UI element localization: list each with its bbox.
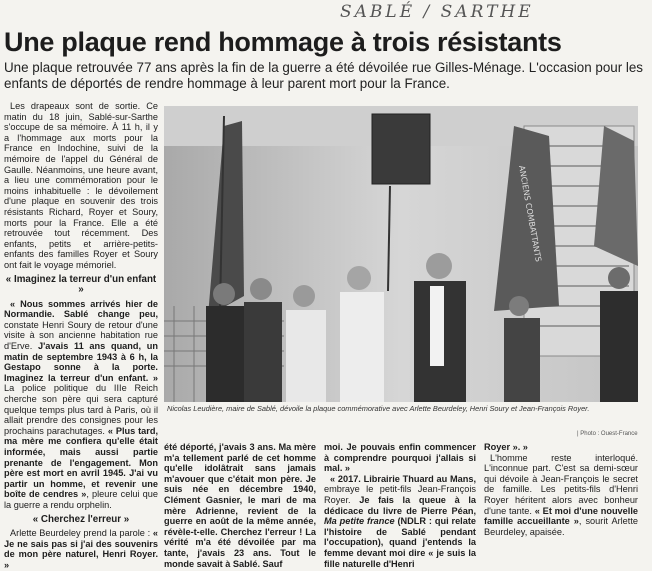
paragraph-arlette <box>4 528 158 570</box>
text-embraye: embraye le petit-fils Jean-François Royer. <box>324 484 476 505</box>
text-sourit: , sourit Arlette Beurdeley, apaisée. <box>484 516 638 537</box>
book-title: Ma petite france <box>324 516 395 527</box>
paragraph-soury <box>4 299 158 511</box>
headline: Une plaque rend hommage à trois résistants <box>4 27 562 57</box>
quote-gestapo: J'avais 11 ans quand, un matin de septembre 1943 à 6 h, la Gestapo sonne à la porte. Imaginez la terreur d'un enfant. » <box>4 341 158 383</box>
quote-arrives: « Nous sommes arrivés hier de Normandie. Sablé change peu, <box>4 298 158 320</box>
quote-ndlr: (NDLR : qui relate l'histoire de Sablé pendant l'occupation), quand j'entends la femme devant moi dire « je suis la fille naturelle d'Henri <box>324 516 477 569</box>
quote-arlette-continued: été déporté, j'avais 3 ans. Ma mère m'a tellement parlé de cet homme qu'elle idolâtrait sans jamais m'avouer que c'était mon père. Je suis née en décembre 1940, Clément Gasnier, le mari de ma mère Adrienne, revient de la guerre en août de la même année, révèle-t-elle. Cherchez l'erreur ! La vérité m'a été dévoilée par ma tante, j'avais 23 ans. Tout le monde savait à Sablé. Sauf <box>164 442 316 569</box>
quote-librairie: « 2017. Librairie Thuard au Mans, <box>330 473 476 484</box>
article-column-1 <box>4 101 159 570</box>
quote-moi: moi. Je pouvais enfin commencer à comprendre pourquoi j'allais si mal. » <box>324 442 476 474</box>
text-conclusion: L'homme reste interloqué. L'inconnue part. C'est sa demi-sœur qui dévoile à Jean-François le secret de famille. Les petits-fils d'Henri Royer héritent alors avec bonheur d'une tante. <box>484 452 638 516</box>
article-column-4 <box>484 442 638 564</box>
quote-arlette: « Je ne sais pas si j'ai des souvenirs de mon père naturel, Henri Royer. » <box>4 528 158 570</box>
text-constate: constate Henri Soury de retour d'une visite à son ancienne habitation rue d'Erve. <box>4 319 158 352</box>
intertitle-erreur: « Cherchez l'erreur » <box>32 513 130 525</box>
paragraph-col2 <box>164 442 316 569</box>
intertitle-terreur: « Imaginez la terreur d'un enfant » <box>5 273 157 296</box>
text-police: La police politique du IIIe Reich cherche son père qui sera capturé quelque temps plus tard à Paris, où il allait prendre des consignes pour les prochains parachutages. <box>4 383 158 436</box>
paragraph-royer <box>484 442 638 453</box>
quote-famille: « Et moi d'une nouvelle famille accueillante » <box>484 505 638 527</box>
paragraph-intro: Les drapeaux sont de sortie. Ce matin du 18 juin, Sablé-sur-Sarthe s'occupe de sa mémoire. À 11 h, il y a l'hommage aux morts pour la France en Indochine, suivi de la mémoire de l'appel du Général de Gaulle. Néanmoins, une heure avant, a lieu une commémoration pour le moins inhabituelle : le dévoilement d'une plaque en souvenir des trois résistants Richard, Royer et Soury, morts pour la France. Elle a été retrouvée tout récemment. Des enfants, petits et arrière-petits-enfants des familles Royer et Soury ont fait le voyage mémoriel. <box>4 101 158 270</box>
paragraph-librairie <box>324 474 476 569</box>
handwritten-location-note: SABLÉ / SARTHE <box>340 2 534 22</box>
article-column-3 <box>324 442 477 569</box>
text-pleure: , pleure celui que la guerre a rendu orphelin. <box>4 489 158 510</box>
ceremony-photo-illustration <box>164 106 638 402</box>
quote-royer: Royer ». » <box>484 442 528 452</box>
subheadline: Une plaque retrouvée 77 ans après la fin de la guerre a été dévoilée rue Gilles-Ménage. L'occasion pour les enfants de déportés de rendre hommage à leur parent mort pour la France. <box>4 60 644 91</box>
text-arlette: Arlette Beurdeley prend la parole : <box>10 528 153 539</box>
photo-caption: Nicolas Leudière, maire de Sablé, dévoile la plaque commémorative avec Arlette Beurdeley, Henri Soury et Jean-François Royer. <box>167 404 590 413</box>
ceremony-photo <box>164 106 638 402</box>
quote-mere: « Plus tard, ma mère me confiera qu'elle était informée, mais aussi partie prenante de l'engagement. Mon père est mort en avril 1945. J'ai vu partir un homme, et revenir une boîte de cendres » <box>4 425 159 500</box>
quote-dedicace: Je fais la queue à la dédicace du livre de Pierre Péan, <box>324 494 476 516</box>
flag-text: ANCIENS COMBATTANTS <box>517 164 543 263</box>
photo-credit: | Photo : Ouest-France <box>577 431 638 437</box>
paragraph-conclusion <box>484 453 638 538</box>
paragraph-col3 <box>324 442 476 474</box>
article-column-2 <box>164 442 316 569</box>
